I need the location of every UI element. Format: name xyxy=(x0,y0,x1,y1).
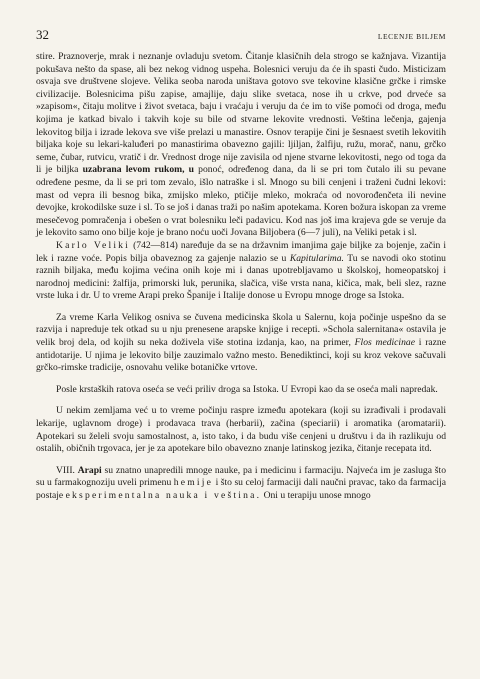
page-body xyxy=(36,51,446,503)
spaced-phrase: eksperimentalna nauka i veština. xyxy=(65,490,262,501)
paragraph-text: i razne antidotarije. U njima je lekovito bilje zauzimalo važno mesto. Benediktinci, koji su kroz vekove sačuvali grčko-rimske tradicije, osnovahu velike botaničke vrtove. xyxy=(36,337,446,374)
paragraph-text: stire. Praznoverje, mrak i neznanje ovladuju svetom. Čitanje klasičnih dela strogo se kažnjava. Vizantija pokušava nešto da spase, ali bez nekog vidnog uspeha. Bolesnici veruju da će ih spasti čudo. Misticizam osvaja sve društvene slojeve. Velika seoba naroda uništava gotovo sve tekovine klasične grčke i rimske civilizacije. Bolesnicima pišu zapise, amajlije, daju slike svetaca, nose ih u crkve, pod drveće sa »zapisom«, čitaju molitve i život svetaca, baju i vraćaju i veruju da će im to više pomoći od droga, među kojima je katkad bivalo i takvih koje su bile od stvarne lekovite vrednosti. Veština lečenja, gajenja lekovitog bilja i izrade lekova sve više prelazi u manastire. Osnov terapije čini je šesnaest svetih lekovitih biljaka koje su lekari-kaluđeri po manastirima obavezno gajili: ljiljan, žalfiju, ružu, morač, nanu, grčko seme, čubar, rutvicu, vratič i dr. Vrednost droge nije zavisila od njene stvarne lekovitosti, nego od toga da li je biljka xyxy=(36,51,446,176)
paragraph-text: Oni u terapiju unose mnogo xyxy=(261,490,371,501)
paragraph-crusades xyxy=(36,384,446,397)
spaced-name: Karlo Veliki xyxy=(56,239,131,251)
bold-phrase: uzabrana levom rukom, u xyxy=(82,164,195,176)
paragraph-text: Za vreme Karla Velikog osniva se čuvena medicinska škola u Salernu, koja počinje uspešno da se razvija i napreduje tek otkad su u nju prenesene arapske knjige i recepti. »Schola salernitana« ostavila je velik broj dela, od kojih su neka doživela više stotina izdanja, kao, na primer, xyxy=(36,311,446,349)
paragraph-superstition xyxy=(36,51,446,240)
paragraph-text: Tu se navodi oko stotinu raznih biljaka, među kojima većina onih koje mi i danas upotrebljavamo u školskoj, homeopatskoj i narodnoj medicini: žalfija, primorski luk, perunika, slačica, više vrsta nana, kičica, mak, beli slez, razne vrste luka i dr. U to vreme Arapi preko Španije i Italije donose u Evropu mnoge droge sa Istoka. xyxy=(36,252,446,302)
paragraph-arabs xyxy=(36,465,446,503)
italic-title: Kapitularima. xyxy=(289,252,344,264)
spaced-word: hemije xyxy=(173,477,214,489)
paragraph-text: VIII. xyxy=(56,464,78,476)
paragraph-text: i što su celoj farmaciji dali naučni pravac, tako da farmacija postaje xyxy=(36,477,446,501)
paragraph-text: Posle krstaških ratova oseća se veći priliv droga sa Istoka. U Evropi kao da se oseća mali napredak. xyxy=(56,383,438,395)
paragraph-karlo-veliki xyxy=(36,240,446,303)
italic-title: Flos medicinae xyxy=(354,337,415,349)
paragraph-text: ponoć, određenog dana, da li se pri tom čutalo ili su pevane određene pesme, da li se pri tom zevalo, išlo natraške i sl. Mnogo su bili cenjeni i traženi čudni lekovi: mast od vepra ili besnog bika, zmijsko mleko, ptičije mleko, mokraća od novorođenčeta ili nevine devojke, krokodilske suze i sl. To se još i danas traži po našim apotekama. Koren božura iskopan za vreme mesečevog pomračenja i obešen o vrat bolesniku leči padavicu. Kod nas još ima krajeva gde se veruje da je lekovito samo ono bilje koje je brano noću uoči Jovana Biljobera (6—7 juli), na Veliki petak i sl. xyxy=(36,164,446,239)
page-number: 32 xyxy=(36,27,49,42)
paragraph-salerno xyxy=(36,312,446,375)
page-header xyxy=(36,27,446,49)
paragraph-apothecaries xyxy=(36,405,446,455)
paragraph-text: su znatno unapredili mnoge nauke, pa i medicinu i farmaciju. Najveća im je zasluga što su u farmakognoziju uveli primenu xyxy=(36,464,446,489)
bold-word: Arapi xyxy=(77,464,102,476)
paragraph-text: U nekim zemljama već u to vreme počinju raspre između apotekara (koji su izrađivali i prodavali lekarije, uglavnom droge) i prodavaca trava (herbarii), začina (speciarii) i aromatika (aromatarii). Apotekari su želeli svoju samostalnost, a, isto tako, i da budu više cenjeni u društvu i da ih razlikuju od ostalih, običnih trgovaca, jer je za apotekare bilo obavezno znanje latinskog jezika, čitanje recepata itd. xyxy=(36,405,446,455)
paragraph-text: (742—814) naređuje da se na državnim imanjima gaje biljke za bojenje, začin i lek i razne voće. Popis bilja obaveznog za gajenje nalazio se u xyxy=(36,239,446,264)
running-head: LECENJE BILJEM xyxy=(377,32,446,41)
